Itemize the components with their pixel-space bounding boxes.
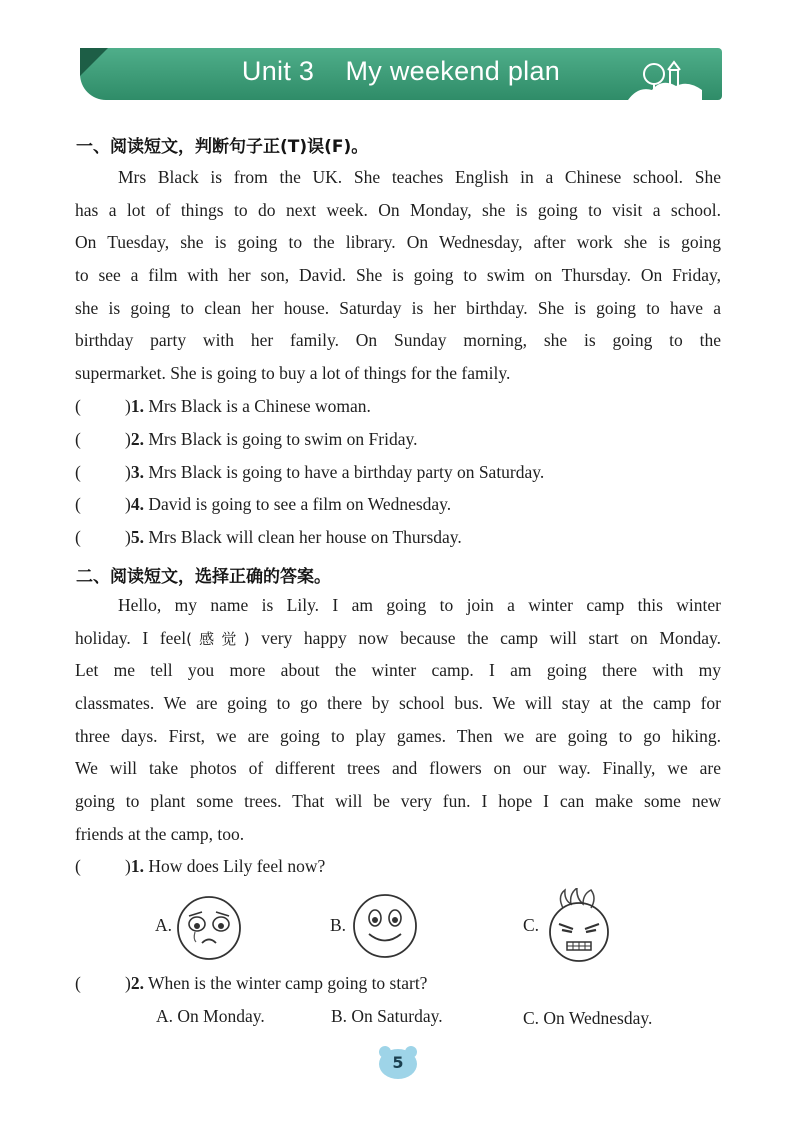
answer-blank[interactable]: ( xyxy=(75,856,81,876)
page-number: 5 xyxy=(392,1053,404,1072)
passage-line: holiday. I feel(感觉) very happy now because the camp will start on Monday. xyxy=(75,627,721,648)
passage-line: supermarket. She is going to buy a lot of things for the family. xyxy=(75,363,511,384)
passage-line: Let me tell you more about the winter camp. I am going there with my xyxy=(75,660,721,681)
answer-blank[interactable]: ( xyxy=(75,429,81,449)
page-number-badge xyxy=(377,1044,419,1080)
passage-line: friends at the camp, too. xyxy=(75,823,245,844)
section1-passage xyxy=(75,161,721,390)
answer-blank[interactable]: ( xyxy=(75,973,81,993)
tf-question: ( )2. Mrs Black is going to swim on Friday. xyxy=(75,429,418,449)
passage-line: going to plant some trees. That will be very fun. I hope I can make some new xyxy=(75,791,721,812)
unit-label: Unit 3 xyxy=(241,56,315,86)
passage-line: On Tuesday, she is going to the library. On Wednesday, after work she is going xyxy=(75,232,721,253)
passage-line: We will take photos of different trees and flowers on our way. Finally, we are xyxy=(75,758,721,779)
smiling-face-icon[interactable] xyxy=(352,893,418,959)
tree-decoration-icon xyxy=(628,56,702,100)
section1-heading: 一、阅读短文，判断句子正(T)误(F)。 xyxy=(76,137,369,157)
answer-blank[interactable]: ( xyxy=(75,527,81,547)
section2-passage xyxy=(75,589,721,851)
answer-blank[interactable]: ( xyxy=(75,396,81,416)
answer-blank[interactable]: ( xyxy=(75,494,81,514)
mc-question: ( )2. When is the winter camp going to start? xyxy=(75,973,428,993)
tf-question: ( )4. David is going to see a film on Wednesday. xyxy=(75,494,452,514)
passage-line: to see a film with her son, David. She is going to swim on Thursday. On Friday, xyxy=(75,265,721,286)
angry-face-icon[interactable] xyxy=(545,888,613,964)
unit-banner xyxy=(80,48,722,100)
passage-line: classmates. We are going to go there by school bus. We will stay at the camp for xyxy=(75,693,721,714)
option-b-label[interactable]: B. xyxy=(330,915,347,935)
chinese-gloss: (感觉) xyxy=(186,629,250,648)
passage-line: Hello, my name is Lily. I am going to join a winter camp this winter xyxy=(118,595,721,615)
option-c-label[interactable]: C. xyxy=(523,915,540,935)
unit-title xyxy=(80,56,722,87)
passage-line: three days. First, we are going to play games. Then we are going to go hiking. xyxy=(75,725,721,746)
crying-face-icon[interactable] xyxy=(175,895,243,961)
tf-question: ( )3. Mrs Black is going to have a birthday party on Saturday. xyxy=(75,462,545,482)
tf-question: ( )5. Mrs Black will clean her house on Thursday. xyxy=(75,527,462,547)
section2-heading: 二、阅读短文，选择正确的答案。 xyxy=(76,567,331,587)
option-c[interactable]: C. On Wednesday. xyxy=(523,1008,653,1028)
unit-name: My weekend plan xyxy=(345,56,561,86)
mc-question: ( )1. How does Lily feel now? xyxy=(75,856,326,876)
option-a-label[interactable]: A. xyxy=(155,915,173,935)
answer-blank[interactable]: ( xyxy=(75,462,81,482)
passage-line: has a lot of things to do next week. On Monday, she is going to visit a school. xyxy=(75,199,721,220)
tf-question: ( )1. Mrs Black is a Chinese woman. xyxy=(75,396,371,416)
option-b[interactable]: B. On Saturday. xyxy=(331,1006,443,1026)
passage-line: birthday party with her family. On Sunday morning, she is going to the xyxy=(75,330,721,351)
option-a[interactable]: A. On Monday. xyxy=(156,1006,265,1026)
banner-fold xyxy=(80,48,108,76)
passage-line: Mrs Black is from the UK. She teaches English in a Chinese school. She xyxy=(118,167,721,187)
passage-line: she is going to clean her house. Saturday is her birthday. She is going to have a xyxy=(75,297,721,318)
